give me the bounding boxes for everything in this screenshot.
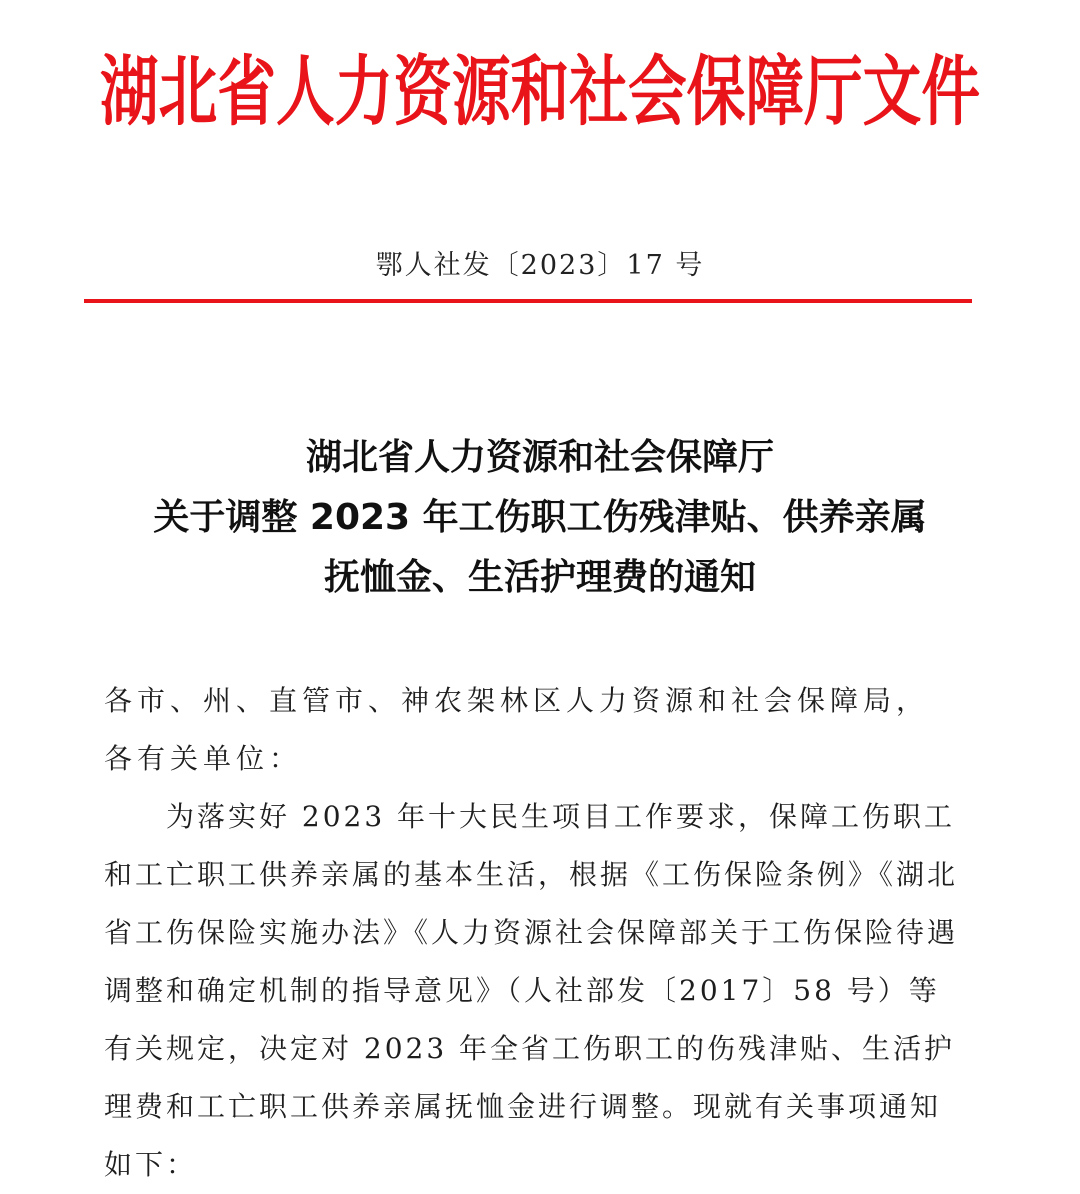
red-header-rule <box>84 299 972 303</box>
document-number: 鄂人社发〔2023〕17 号 <box>375 250 705 281</box>
notice-title-line-3: 抚恤金、生活护理费的通知 <box>323 557 756 598</box>
body-paragraph: 为落实好 2023 年十大民生项目工作要求，保障工伤职工和工亡职工供养亲属的基本生活，根据《工伤保险条例》《湖北省工伤保险实施办法》《人力资源社会保障部关于工伤保险待遇调整和确定机制的指导意见》（人社部发〔2017〕58 号）等有关规定，决定对 2023 年全省工伤职工的伤残津贴、生活护理费和工亡职工供养亲属抚恤金进行调整。现就有关事项通知如下： <box>104 800 959 1181</box>
masthead <box>0 18 1080 138</box>
notice-title-line-2: 关于调整 2023 年工伤职工伤残津贴、供养亲属 <box>153 497 927 538</box>
agency-title: 湖北省人力资源和社会保障厅文件 <box>100 47 980 136</box>
notice-title <box>0 428 1080 608</box>
notice-body <box>104 672 960 1194</box>
notice-title-line-1: 湖北省人力资源和社会保障厅 <box>305 437 774 478</box>
salutation: 各市、州、直管市、神农架林区人力资源和社会保障局，各有关单位： <box>104 684 930 775</box>
masthead-svg <box>0 18 1080 138</box>
